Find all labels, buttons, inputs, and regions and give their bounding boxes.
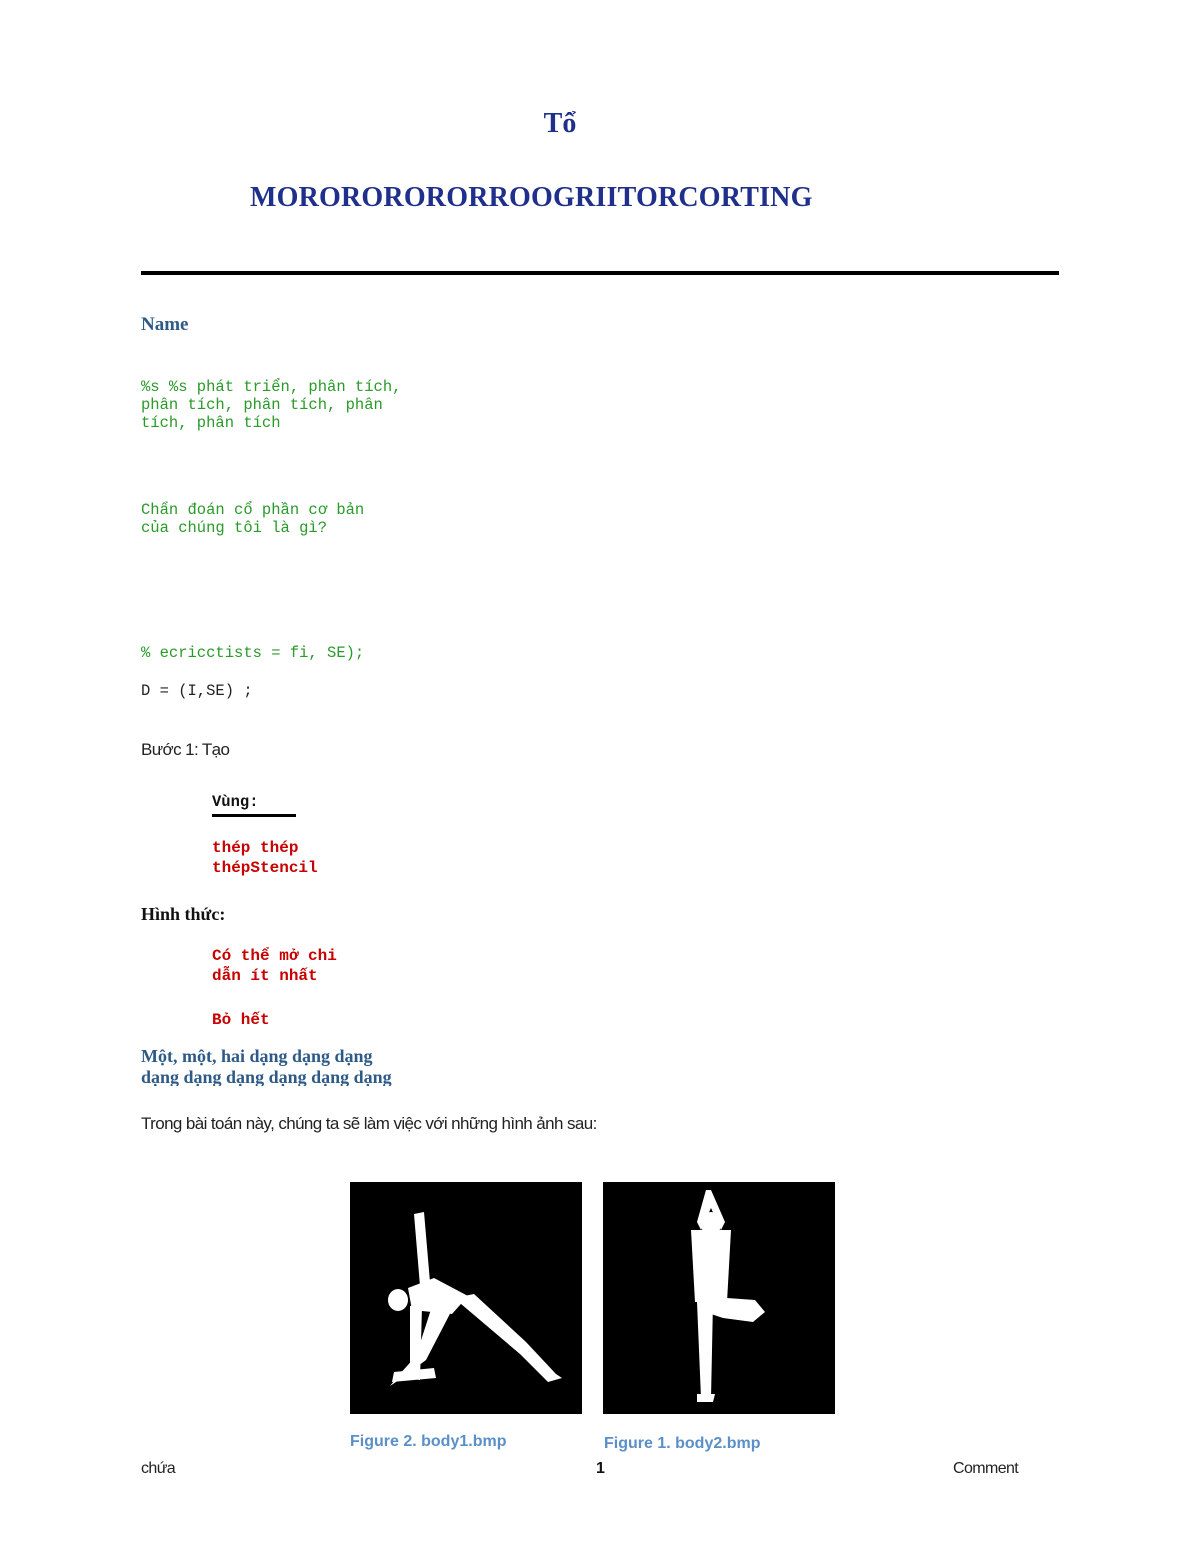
red-code-block-3: Bỏ hết xyxy=(212,1011,270,1029)
figure-caption-1: Figure 2. body1.bmp xyxy=(350,1433,507,1450)
intro-paragraph: Trong bài toán này, chúng ta sẽ làm việc với những hình ảnh sau: xyxy=(141,1114,597,1133)
red-code-block-2: Có thể mở chi dẫn ít nhất xyxy=(212,947,337,985)
green-code-block-1: %s %s phát triển, phân tích, phân tích, phân tích, phân tích, phân tích xyxy=(141,378,402,432)
triangle-pose-silhouette-icon xyxy=(350,1182,582,1414)
document-title: Tổ xyxy=(543,108,577,139)
red-code-block-1: thép thép thépStencil xyxy=(212,839,318,877)
page-number: 1 xyxy=(596,1460,605,1477)
figure-caption-2: Figure 1. body2.bmp xyxy=(604,1435,761,1452)
code-line: D = (I,SE) ; xyxy=(141,682,253,700)
document-subtitle: MORORORORORROOGRIITORCORTING xyxy=(250,182,813,213)
footer-left: chứa xyxy=(141,1460,176,1477)
tree-pose-silhouette-icon xyxy=(603,1182,835,1414)
form-label: Hình thức: xyxy=(141,904,226,924)
code-comment: % ecricctists = fi, SE); xyxy=(141,644,365,662)
green-code-block-2: Chẩn đoán cổ phần cơ bản của chúng tôi là gì? xyxy=(141,501,365,537)
figure-body2-image xyxy=(603,1182,835,1414)
figure-body1-image xyxy=(350,1182,582,1414)
step-label: Bước 1: Tạo xyxy=(141,740,230,759)
blue-section-heading: Một, một, hai dạng dạng dạng dạng dạng dạng dạng dạng dạng xyxy=(141,1046,392,1086)
horizontal-rule xyxy=(141,271,1059,275)
footer-right: Comment xyxy=(953,1460,1019,1477)
name-heading: Name xyxy=(141,314,189,335)
region-label: Vùng: xyxy=(212,793,296,817)
